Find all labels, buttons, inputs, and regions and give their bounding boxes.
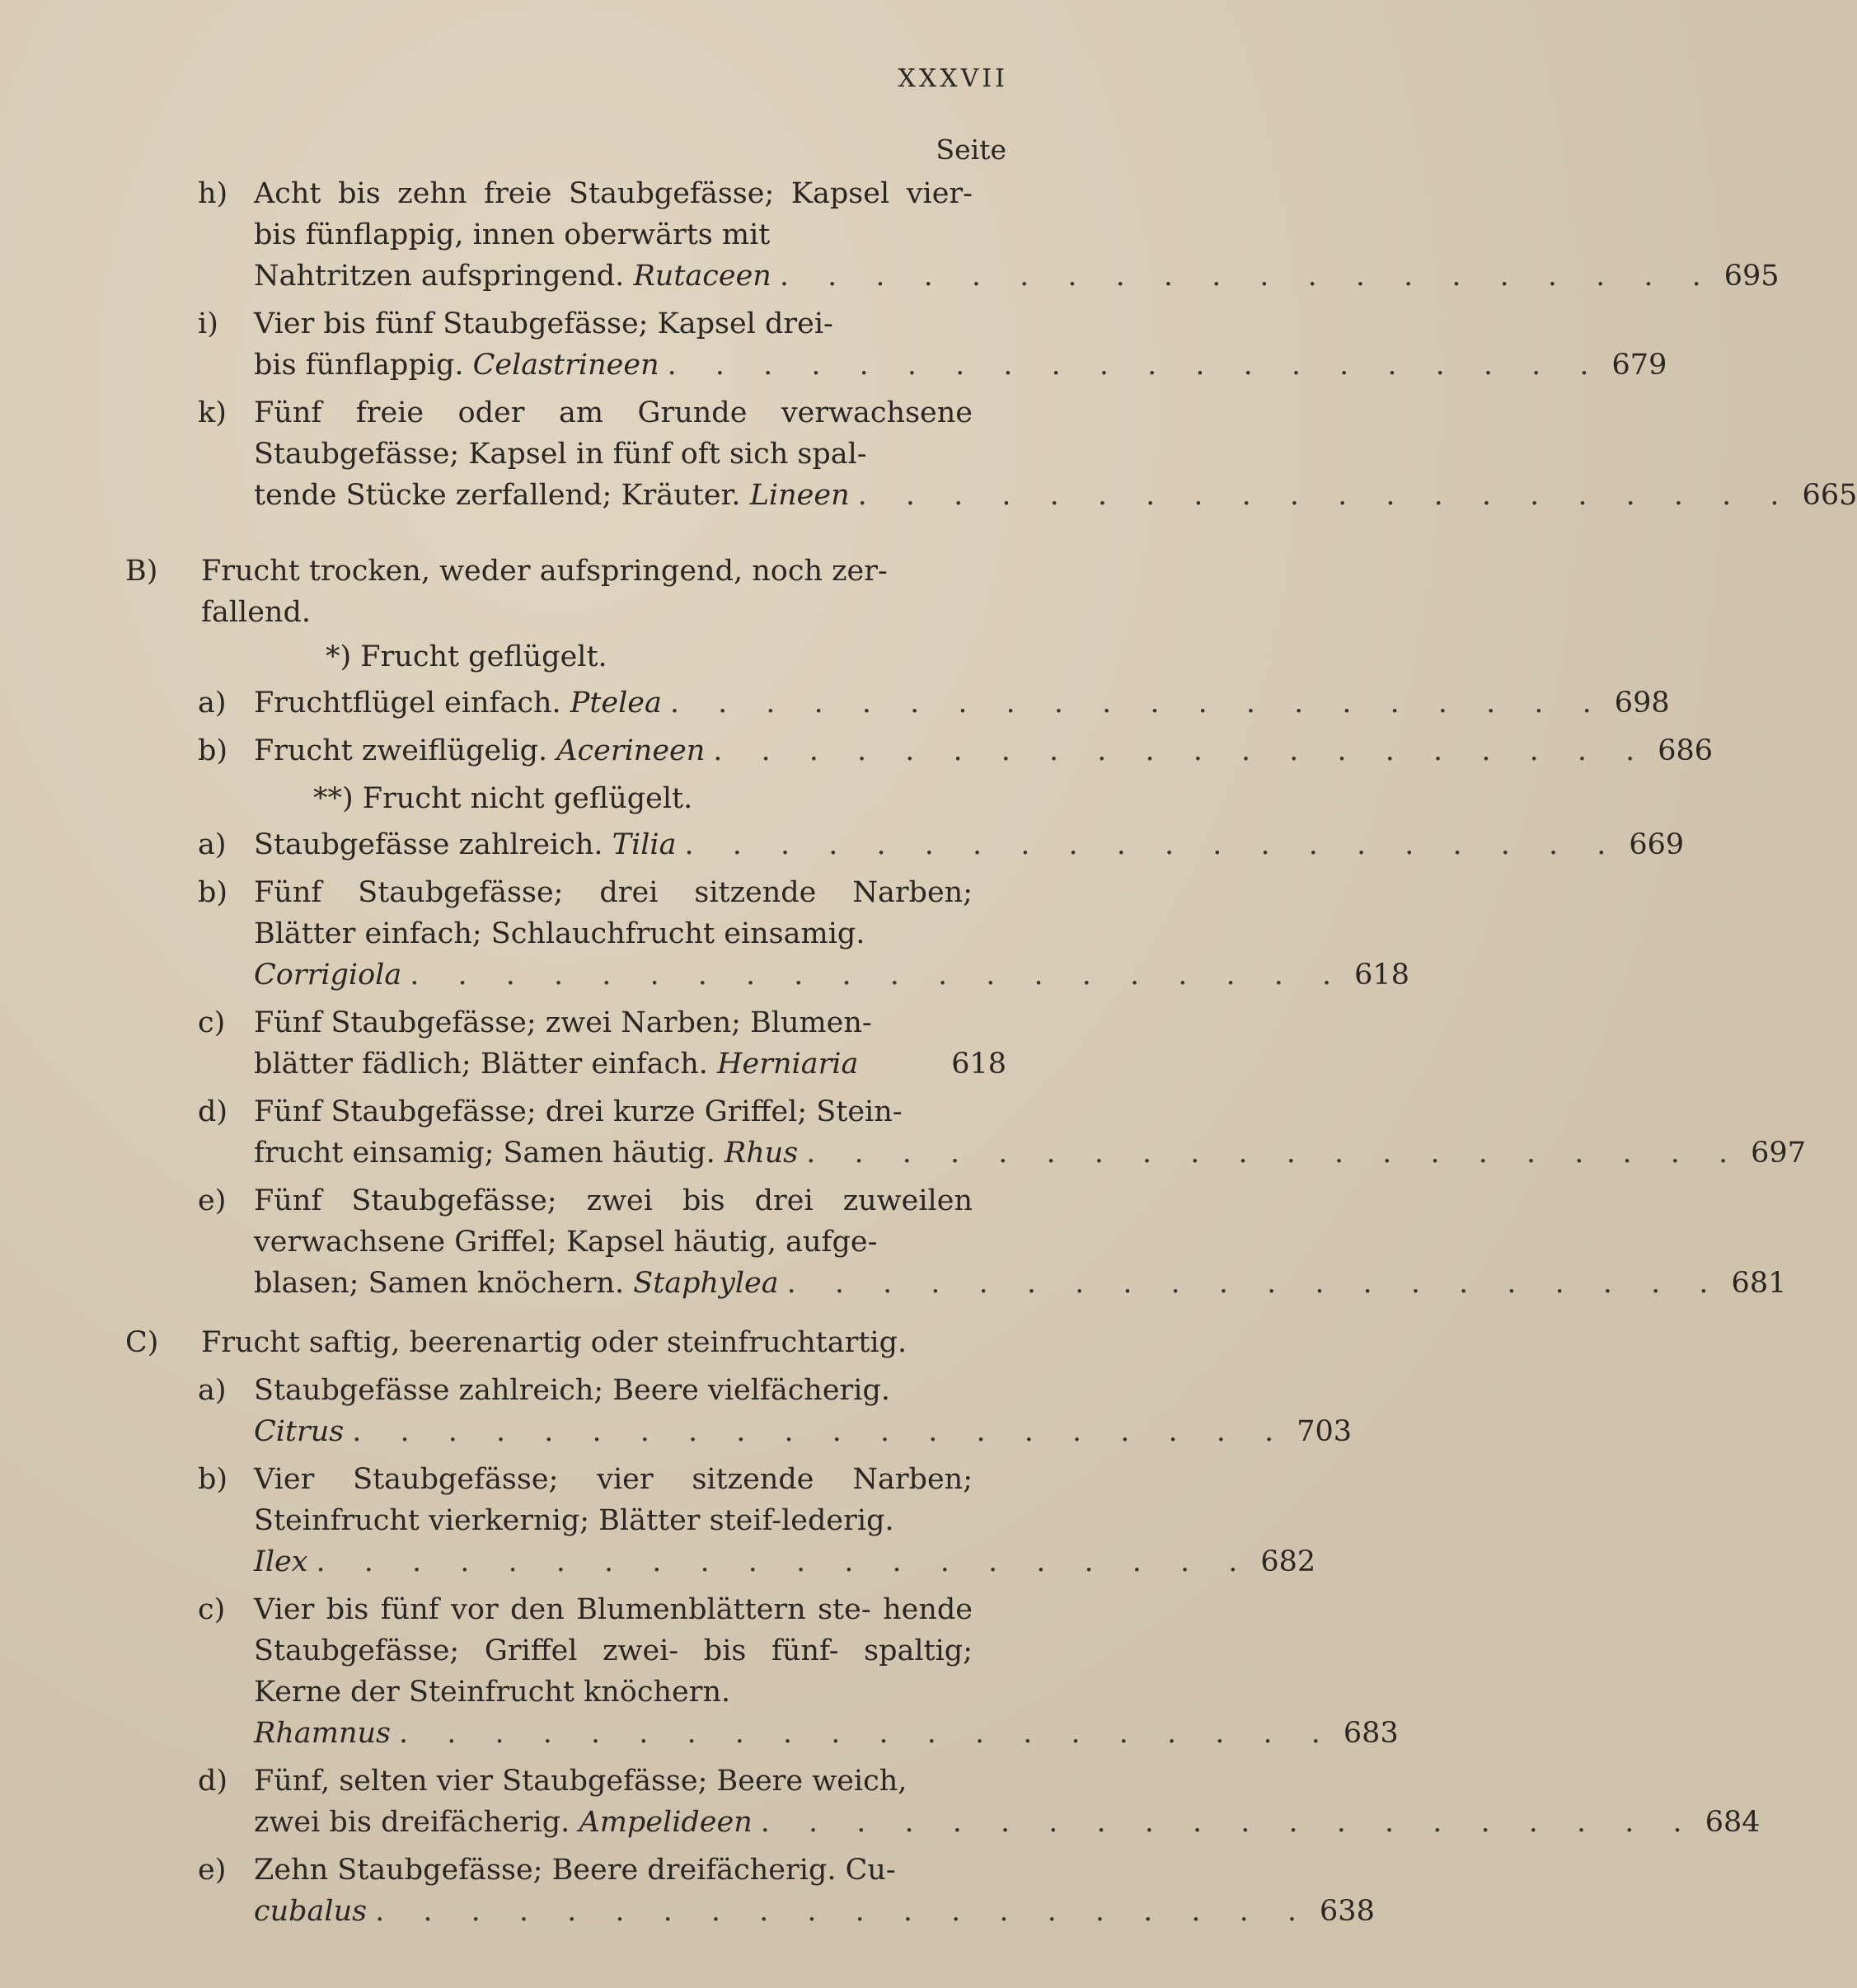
- taxon-name: Tilia: [612, 828, 677, 861]
- entry-last-line: [254, 1802, 1761, 1843]
- page-header: [0, 0, 1100, 173]
- section-gap: [0, 523, 1100, 551]
- entry-marker: b): [198, 734, 228, 767]
- leader-dots: . . . . . . . . . . . . . . . . . . . .: [352, 1415, 1289, 1448]
- section-heading-c: [125, 1322, 921, 1363]
- entry-marker: b): [198, 876, 228, 909]
- entry-tail: bis fünflappig.: [254, 349, 464, 382]
- taxon-name: Rutaceen: [633, 260, 771, 293]
- page-reference: 679: [1611, 349, 1667, 382]
- page-reference: 698: [1614, 687, 1670, 720]
- section-text: Frucht trocken, weder aufspringend, noch zer- fallend.: [201, 555, 888, 629]
- entry-text: Vier bis fünf vor den Blumenblättern ste- hende Staubgefässe; Griffel zwei- bis fünf- spaltig; Kerne der Steinfrucht knöchern.: [254, 1593, 973, 1709]
- entry-marker: b): [198, 1463, 228, 1496]
- entry-last-line: [254, 345, 1667, 386]
- entry-tail: tende Stücke zerfallend; Kräuter.: [254, 479, 741, 512]
- leader-dots: . . . . . . . . . . . . . . . . . . . .: [857, 479, 1794, 512]
- taxon-name: Rhamnus: [254, 1717, 391, 1750]
- page-reference: 684: [1705, 1806, 1761, 1839]
- taxon-name: Celastrineen: [472, 349, 659, 382]
- entry-last-line: [254, 954, 1409, 996]
- taxon-name: Citrus: [254, 1415, 345, 1448]
- entry-text: Vier bis fünf Staubgefässe; Kapsel drei-: [254, 307, 833, 340]
- taxon-name: Herniaria: [717, 1048, 859, 1081]
- entry-marker: k): [198, 396, 227, 429]
- taxon-name: Lineen: [749, 479, 850, 512]
- taxon-name: Staphylea: [633, 1267, 779, 1300]
- key-entry: [198, 1589, 1399, 1754]
- entry-tail: blasen; Samen knöchern.: [254, 1267, 625, 1300]
- section-marker: C): [125, 1326, 159, 1359]
- key-entry: [198, 730, 1714, 771]
- key-entry: [198, 1459, 1316, 1582]
- entry-marker: h): [198, 177, 228, 210]
- entry-tail: frucht einsamig; Samen häutig.: [254, 1137, 715, 1170]
- entry-text: Vier Staubgefässe; vier sitzende Narben; Steinfrucht vierkernig; Blätter steif-lederig.: [254, 1463, 973, 1537]
- key-entry: [198, 1180, 1787, 1304]
- taxon-name: Acerineen: [556, 734, 706, 767]
- entry-text: Fünf Staubgefässe; drei kurze Griffel; Stein-: [254, 1095, 903, 1128]
- entry-text: Fünf Staubgefässe; drei sitzende Narben; Blätter einfach; Schlauchfrucht einsamig.: [254, 876, 973, 950]
- key-entry: [198, 1091, 1806, 1174]
- leader-dots: . . . . . . . . . . . . . . . . . . . .: [806, 1137, 1743, 1170]
- entry-marker: a): [198, 687, 227, 720]
- page-reference: 618: [1354, 959, 1409, 992]
- entry-last-line: [254, 1713, 1399, 1754]
- entry-text: Staubgefässe zahlreich; Beere vielfächerig.: [254, 1374, 891, 1407]
- entry-tail: blätter fädlich; Blätter einfach.: [254, 1048, 708, 1081]
- entry-marker: a): [198, 1374, 227, 1407]
- entry-marker: d): [198, 1095, 228, 1128]
- key-content: [0, 173, 1857, 1939]
- leader-dots: . . . . . . . . . . . . . . . . . . . .: [667, 349, 1604, 382]
- entry-last-line: [254, 1891, 1375, 1932]
- seite-column-label: Seite: [936, 134, 1006, 166]
- leader-dots: . . . . . . . . . . . . . . . . . . . .: [684, 828, 1621, 861]
- entry-marker: a): [198, 828, 227, 861]
- page-reference: 681: [1731, 1267, 1787, 1300]
- entry-tail: Nahtritzen aufspringend.: [254, 260, 625, 293]
- entry-marker: i): [198, 307, 218, 340]
- key-entry: [198, 1850, 1375, 1932]
- entry-marker: d): [198, 1765, 228, 1798]
- page-reference: 669: [1629, 828, 1685, 861]
- entry-text: Fünf, selten vier Staubgefässe; Beere weich,: [254, 1765, 907, 1798]
- entry-last-line: [254, 475, 1857, 516]
- entry-tail: Frucht zweiflügelig.: [254, 734, 548, 767]
- entry-last-line: [254, 1132, 1806, 1174]
- leader-dots: . . . . . . . . . . . . . . . . . . . .: [399, 1717, 1335, 1750]
- leader-dots: . . . . . . . . . . . . . . . . . . . .: [375, 1895, 1312, 1928]
- entry-last-line: [254, 1541, 1316, 1582]
- key-entry: [198, 824, 1685, 865]
- entry-text: Fünf Staubgefässe; zwei bis drei zuweilen verwachsene Griffel; Kapsel häutig, aufge-: [254, 1184, 973, 1259]
- taxon-name: cubalus: [254, 1895, 368, 1928]
- page-reference: 682: [1260, 1545, 1316, 1578]
- key-entry: [198, 1761, 1761, 1843]
- leader-dots: . . . . . . . . . . . . . . . . . . . .: [760, 1806, 1697, 1839]
- taxon-name: Rhus: [724, 1137, 799, 1170]
- entry-text: Acht bis zehn freie Staubgefässe; Kapsel vier- bis fünflappig, innen oberwärts mit: [254, 177, 973, 251]
- entry-last-line: [254, 824, 1685, 865]
- section-gap: [0, 1310, 1100, 1322]
- page-number: XXXVII: [898, 64, 1008, 93]
- entry-text: Fünf Staubgefässe; zwei Narben; Blumen-: [254, 1006, 872, 1039]
- leader-dots: . . . . . . . . . . . . . . . . . . . .: [669, 687, 1606, 720]
- entry-last-line: [254, 256, 1780, 297]
- key-entry: [198, 1370, 1352, 1452]
- taxon-name: Corrigiola: [254, 959, 402, 992]
- entry-last-line: [254, 1043, 1006, 1085]
- entry-last-line: [254, 1411, 1352, 1452]
- entry-marker: c): [198, 1593, 226, 1626]
- entry-tail: zwei bis dreifächerig.: [254, 1806, 570, 1839]
- entry-tail: Staubgefässe zahlreich.: [254, 828, 603, 861]
- key-entry: [198, 392, 1857, 516]
- taxon-name: Ilex: [254, 1545, 308, 1578]
- leader-dots: . . . . . . . . . . . . . . . . . . . .: [316, 1545, 1253, 1578]
- leader-dots: . . . . . . . . . . . . . . . . . . . .: [786, 1267, 1723, 1300]
- entry-last-line: [254, 1263, 1787, 1304]
- leader-dots: . . . . . . . . . . . . . . . . . . . .: [410, 959, 1347, 992]
- key-entry: [198, 1002, 1006, 1085]
- taxon-name: Ptelea: [570, 687, 662, 720]
- key-entry: [198, 303, 1667, 386]
- entry-text: Zehn Staubgefässe; Beere dreifächerig. Cu-: [254, 1854, 896, 1887]
- section-marker: B): [125, 555, 158, 588]
- entry-marker: e): [198, 1184, 227, 1217]
- page-reference: 683: [1343, 1717, 1399, 1750]
- entry-marker: c): [198, 1006, 226, 1039]
- page-reference: 697: [1751, 1137, 1806, 1170]
- section-heading-b: [125, 551, 921, 633]
- leader-dots: . . . . . . . . . . . . . . . . . . . .: [713, 734, 1650, 767]
- key-entry: [198, 173, 1780, 297]
- page-reference: 686: [1658, 734, 1714, 767]
- taxon-name: Ampelideen: [579, 1806, 753, 1839]
- subheading-not-winged: **) Frucht nicht geflügelt.: [313, 782, 693, 815]
- leader-dots: . . . . . . . . . . . . . . . . . . . .: [779, 260, 1716, 293]
- page-reference: 703: [1297, 1415, 1352, 1448]
- page-reference: 695: [1723, 260, 1780, 293]
- entry-text: Fünf freie oder am Grunde verwachsene Staubgefässe; Kapsel in fünf oft sich spal-: [254, 396, 973, 471]
- entry-last-line: [254, 730, 1714, 771]
- section-text: Frucht saftig, beerenartig oder steinfruchtartig.: [201, 1326, 907, 1359]
- subheading-winged: *) Frucht geflügelt.: [326, 640, 607, 673]
- entry-last-line: [254, 682, 1670, 724]
- page-reference: 665: [1802, 479, 1857, 512]
- page-reference: 638: [1320, 1895, 1375, 1928]
- page-reference: 618: [951, 1048, 1006, 1081]
- key-entry: [198, 682, 1670, 724]
- entry-marker: e): [198, 1854, 227, 1887]
- key-entry: [198, 872, 1409, 996]
- entry-tail: Fruchtflügel einfach.: [254, 687, 561, 720]
